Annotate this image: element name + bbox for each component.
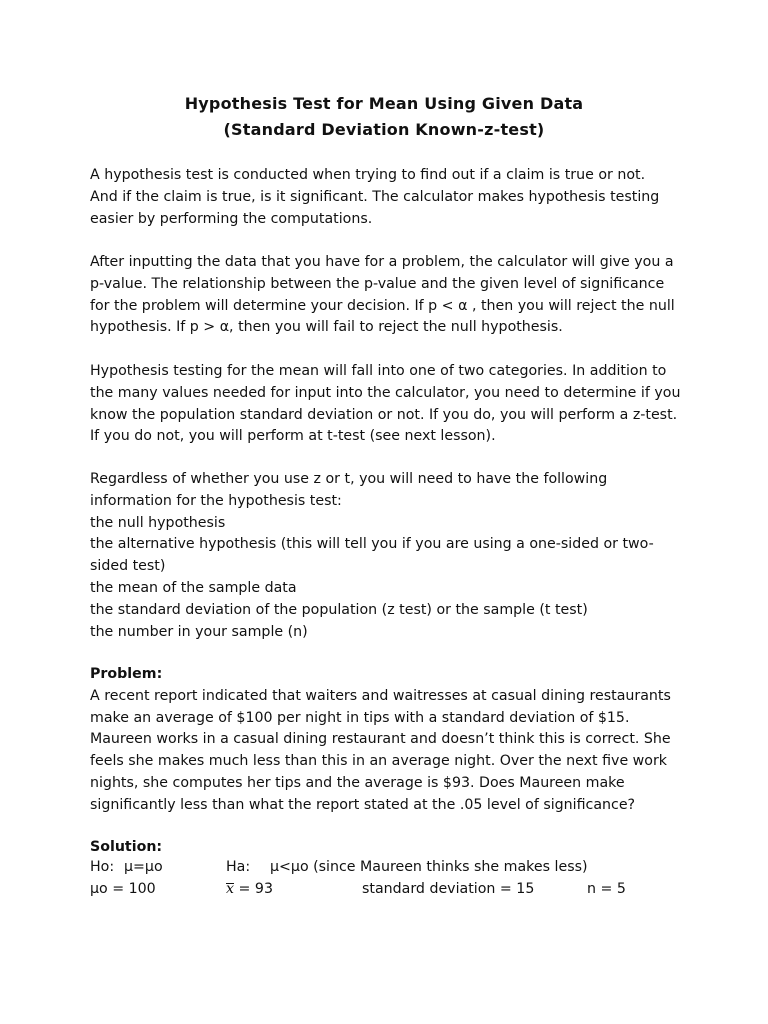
- requirement-item: the standard deviation of the population (z test) or the sample (t test): [90, 601, 588, 618]
- null-hypothesis-expression: μ=μo: [124, 859, 163, 875]
- null-hypothesis-label: Ho:: [90, 859, 115, 875]
- sample-mean-value: = 93: [234, 881, 273, 897]
- problem-line: make an average of $100 per night in tips with a standard deviation of $15.: [90, 709, 630, 726]
- sample-mean: [226, 881, 273, 897]
- pvalue-line: hypothesis. If p > α, then you will fail to reject the null hypothesis.: [90, 319, 563, 336]
- standard-deviation: standard deviation = 15: [362, 881, 535, 897]
- intro-line: easier by performing the computations.: [90, 210, 373, 227]
- solution-heading: Solution:: [90, 839, 163, 855]
- alt-hypothesis-label: Ha:: [226, 859, 251, 875]
- problem-heading: Problem:: [90, 666, 163, 682]
- requirements-paragraph: [90, 469, 690, 643]
- intro-line: A hypothesis test is conducted when trying to find out if a claim is true or not.: [90, 167, 646, 183]
- problem-line: Maureen works in a casual dining restaurant and doesn’t think this is correct. She: [90, 731, 671, 748]
- title-line-2: (Standard Deviation Known-z-test): [223, 120, 545, 139]
- problem-line: feels she makes much less than this in an average night. Over the next five work: [90, 753, 668, 770]
- problem-section: [90, 664, 690, 817]
- categories-line: know the population standard deviation or not. If you do, you will perform a z-test.: [90, 406, 678, 423]
- requirement-item: the null hypothesis: [90, 514, 226, 531]
- intro-line: And if the claim is true, is it significant. The calculator makes hypothesis testing: [90, 188, 660, 205]
- pvalue-line: p-value. The relationship between the p-value and the given level of significance: [90, 275, 665, 292]
- requirements-intro-line: information for the hypothesis test:: [90, 492, 342, 509]
- alt-hypothesis-expression: μ<μo (since Maureen thinks she makes less): [270, 859, 588, 875]
- pvalue-paragraph: [90, 252, 690, 339]
- problem-line: nights, she computes her tips and the average is $93. Does Maureen make: [90, 774, 625, 791]
- requirements-intro-line: Regardless of whether you use z or t, you will need to have the following: [90, 471, 608, 487]
- requirement-item: sided test): [90, 558, 166, 575]
- categories-line: If you do not, you will perform at t-test (see next lesson).: [90, 428, 496, 445]
- requirement-item: the alternative hypothesis (this will tell you if you are using a one-sided or two-: [90, 536, 654, 553]
- pvalue-line: for the problem will determine your decision. If p < α , then you will reject the null: [90, 297, 675, 314]
- title-line-1: Hypothesis Test for Mean Using Given Data: [184, 94, 584, 113]
- requirement-item: the mean of the sample data: [90, 579, 297, 596]
- pvalue-line: After inputting the data that you have for a problem, the calculator will give you a: [90, 254, 674, 270]
- sample-size: n = 5: [587, 881, 626, 897]
- xbar-symbol: x: [226, 881, 235, 897]
- requirement-item: the number in your sample (n): [90, 623, 308, 640]
- categories-paragraph: [90, 361, 690, 448]
- population-mean: μo = 100: [90, 881, 156, 897]
- categories-line: the many values needed for input into the calculator, you need to determine if you: [90, 384, 681, 401]
- categories-line: Hypothesis testing for the mean will fall into one of two categories. In addition to: [90, 363, 667, 379]
- intro-paragraph: [90, 165, 690, 230]
- solution-section: [90, 837, 690, 859]
- problem-line: A recent report indicated that waiters and waitresses at casual dining restaurants: [90, 687, 671, 704]
- problem-line: significantly less than what the report stated at the .05 level of significance?: [90, 796, 636, 813]
